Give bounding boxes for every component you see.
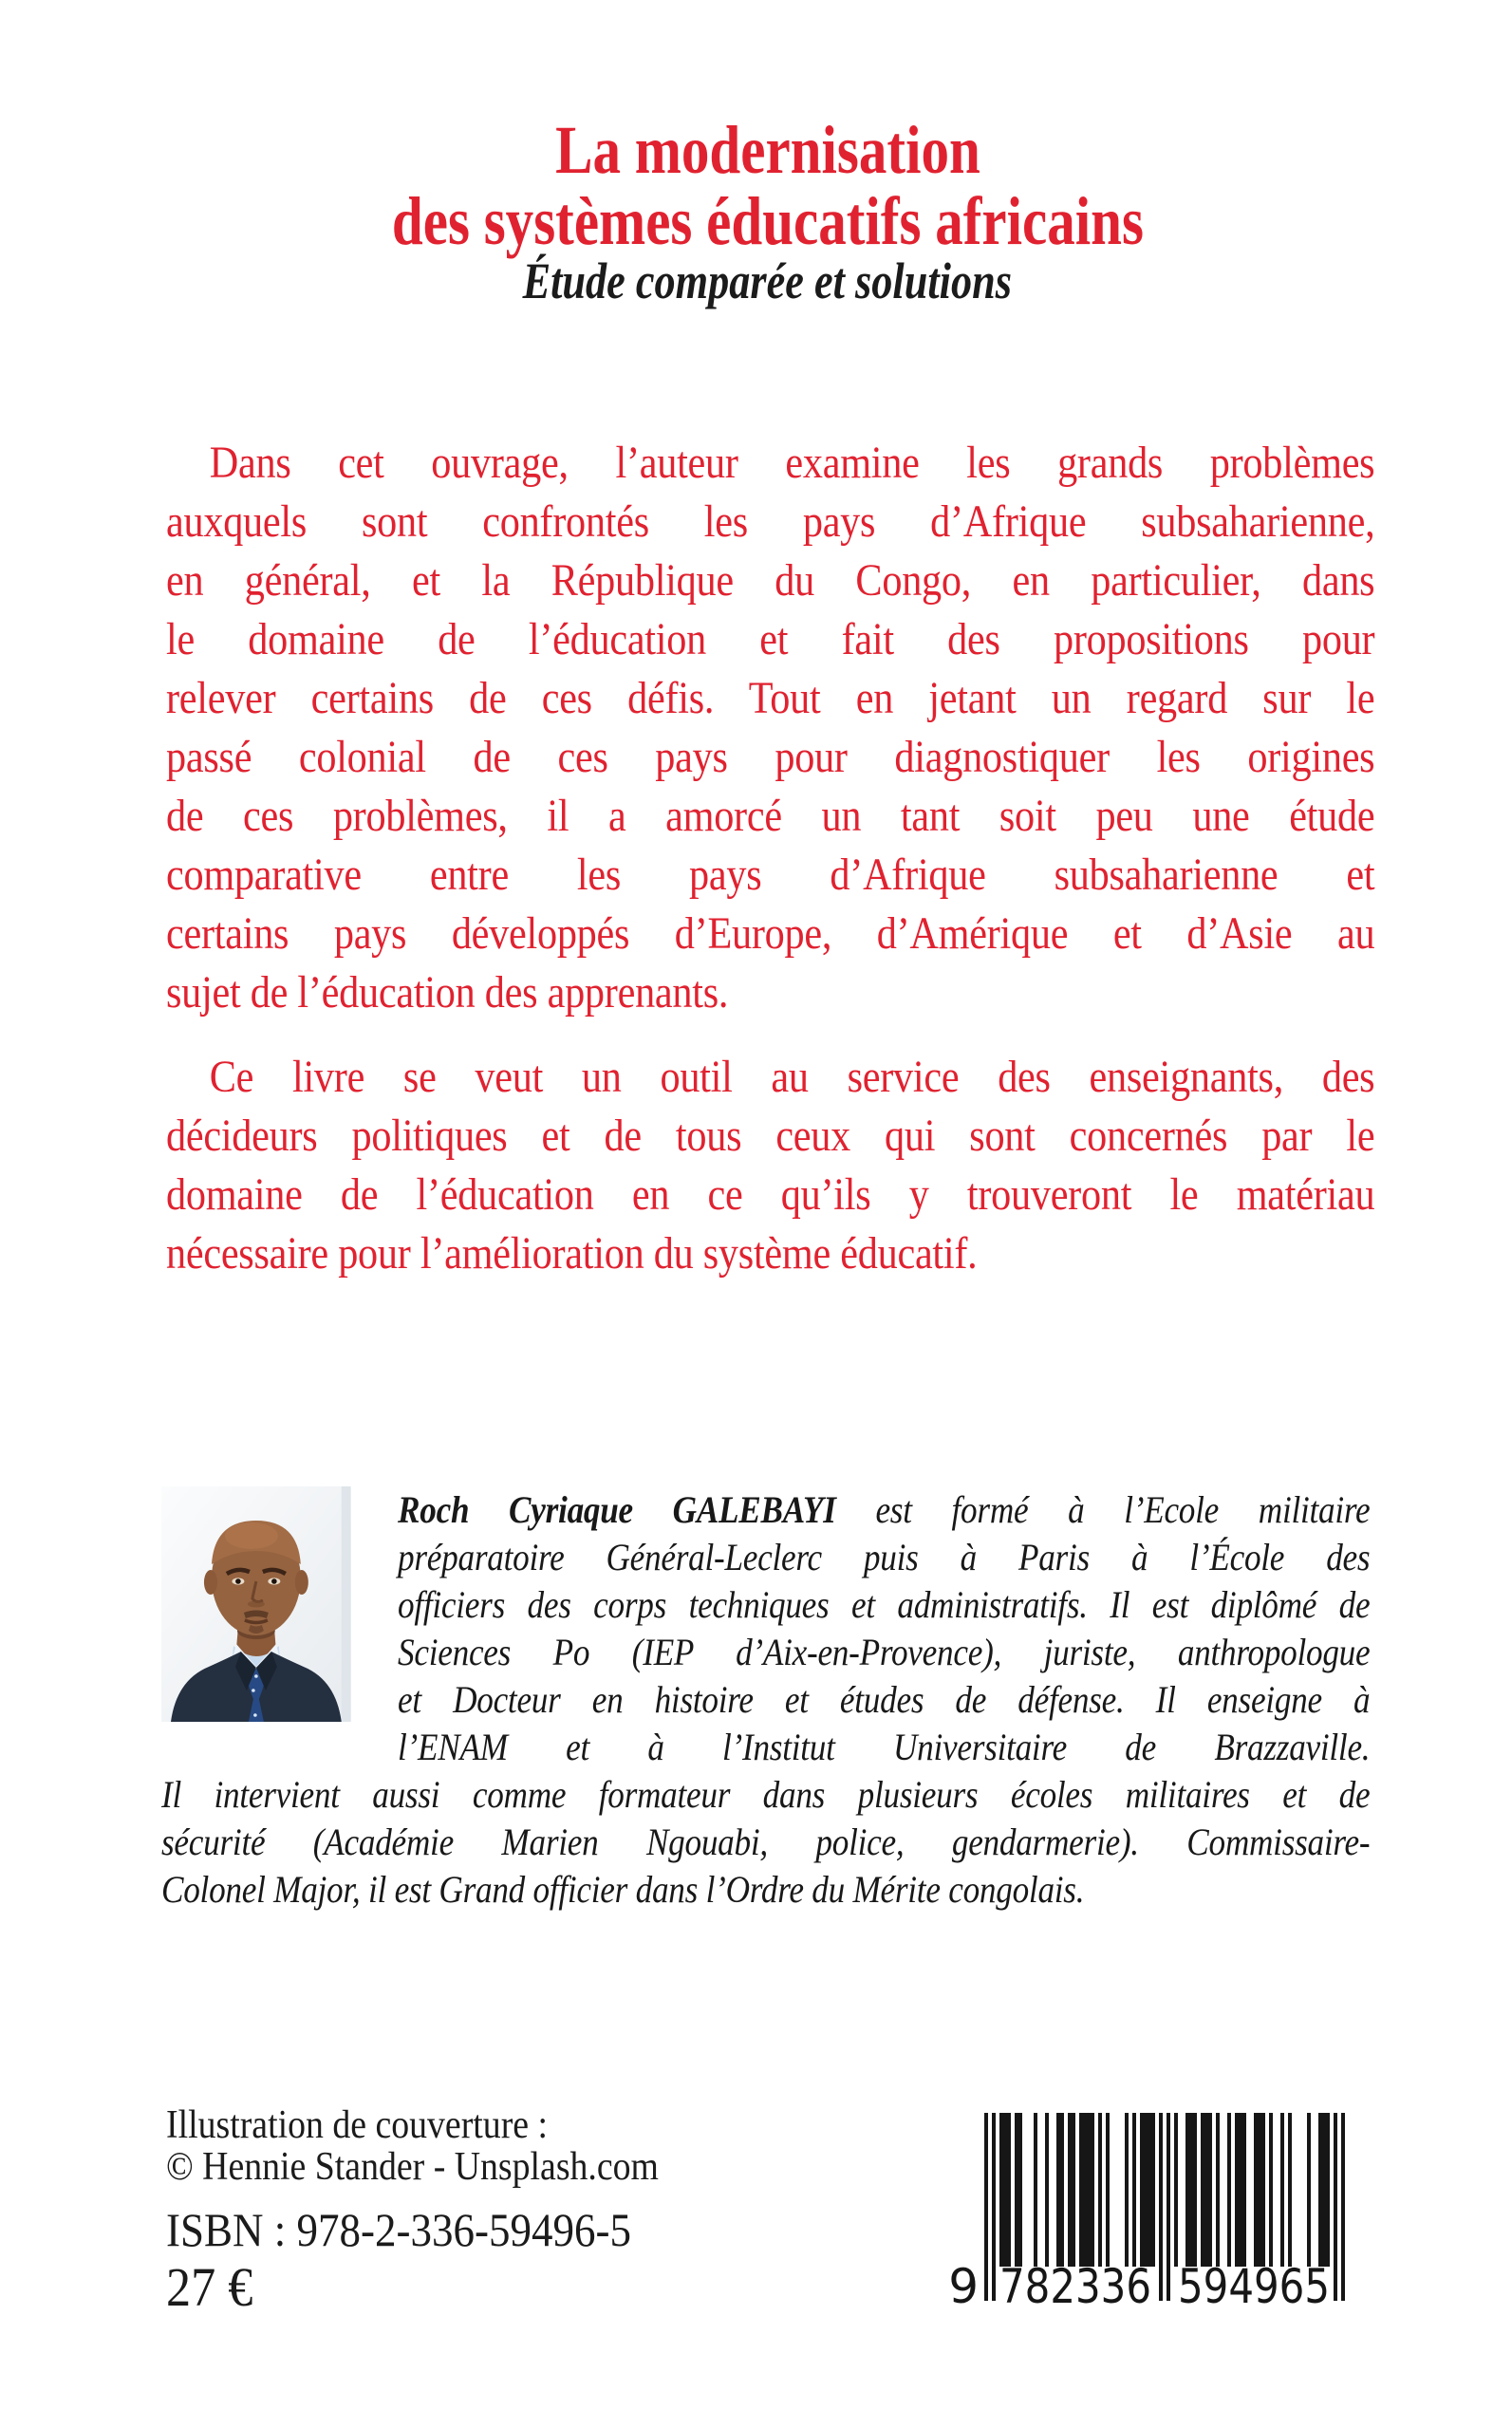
text-line: domaine de l’éducation en ce qu’ils y trouveront le matériau (166, 1169, 1375, 1220)
author-photo (161, 1486, 351, 1722)
text-line: passé colonial de ces pays pour diagnostiquer les origines (166, 732, 1375, 782)
text-line: comparative entre les pays d’Afrique subsaharienne et (166, 850, 1375, 900)
subtitle-block (0, 252, 1512, 309)
text-line: sujet de l’éducation des apprenants. (166, 967, 729, 1018)
text-line: relever certains de ces défis. Tout en jetant un regard sur le (166, 673, 1375, 723)
text-line: nécessaire pour l’amélioration du système éducatif. (166, 1228, 978, 1279)
barcode-first-digit: 9 (948, 2259, 979, 2307)
synopsis (166, 434, 1374, 1283)
text-line: Colonel Major, il est Grand officier dans l’Ordre du Mérite congolais. (161, 1868, 1085, 1911)
text-line: certains pays développés d’Europe, d’Amérique et d’Asie au (166, 908, 1375, 959)
text-line: Ce livre se veut un outil au service des enseignants, des (209, 1052, 1375, 1102)
cover-credit (166, 2104, 659, 2188)
barcode-svg (943, 2113, 1351, 2307)
barcode (943, 2113, 1351, 2307)
text-line: Dans cet ouvrage, l’auteur examine les grands problèmes (209, 438, 1375, 488)
cover-credit-line2: © Hennie Stander - Unsplash.com (166, 2145, 659, 2189)
isbn-text: ISBN : 978-2-336-59496-5 (166, 2203, 631, 2256)
author-bio (161, 1486, 1370, 1914)
text-line: en général, et la République du Congo, en particulier, dans (166, 555, 1375, 606)
text-line: Roch Cyriaque GALEBAYI est formé à l’Ecole militaire (398, 1488, 1371, 1531)
barcode-digits-group2: 594965 (1178, 2259, 1330, 2307)
text-line: officiers des corps techniques et administratifs. Il est diplômé de (398, 1583, 1371, 1626)
title-block (0, 112, 1512, 259)
barcode-digits-group1: 782336 (999, 2259, 1151, 2307)
book-title-line1: La modernisation (554, 112, 980, 188)
text-line: l’ENAM et à l’Institut Universitaire de Brazzaville. (398, 1726, 1371, 1768)
text-line: de ces problèmes, il a amorcé un tant soit peu une étude (166, 791, 1375, 841)
synopsis-paragraph-1 (166, 434, 1374, 1022)
author-portrait-illustration (161, 1486, 351, 1722)
text-line: sécurité (Académie Marien Ngouabi, police, gendarmerie). Commissaire- (161, 1821, 1371, 1863)
text-line: le domaine de l’éducation et fait des propositions pour (166, 614, 1375, 664)
text-line: décideurs politiques et de tous ceux qui sont concernés par le (166, 1111, 1375, 1161)
book-subtitle: Étude comparée et solutions (522, 252, 1013, 309)
text-line: et Docteur en histoire et études de défense. Il enseigne à (398, 1678, 1371, 1721)
book-title-line2: des systèmes éducatifs africains (391, 183, 1144, 259)
price-text: 27 € (166, 2256, 253, 2318)
synopsis-paragraph-2 (166, 1048, 1374, 1283)
cover-credit-line1: Illustration de couverture : (166, 2103, 549, 2147)
text-line: Il intervient aussi comme formateur dans plusieurs écoles militaires et de (161, 1773, 1371, 1816)
text-line: auxquels sont confrontés les pays d’Afrique subsaharienne, (166, 496, 1375, 547)
text-line: Sciences Po (IEP d’Aix-en-Provence), juriste, anthropologue (398, 1631, 1371, 1673)
text-line: préparatoire Général-Leclerc puis à Paris à l’École des (398, 1536, 1371, 1578)
